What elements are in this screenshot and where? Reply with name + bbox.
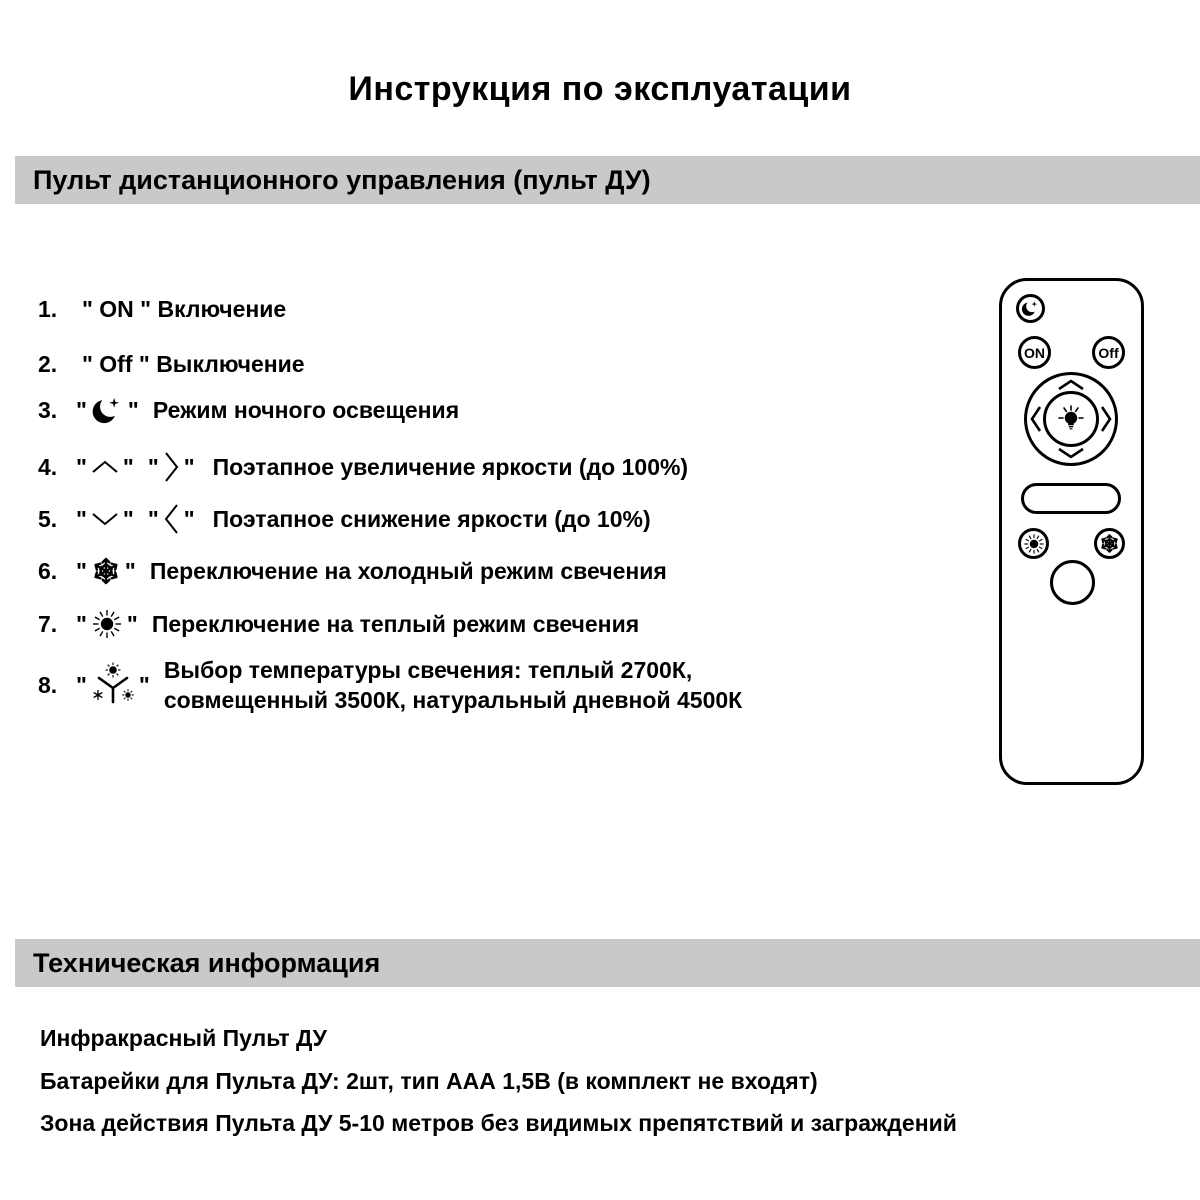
chevron-down-icon <box>91 511 119 527</box>
item-label: " Off " Выключение <box>82 351 305 377</box>
item-label: Переключение на холодный режим свечения <box>149 557 667 584</box>
bottom-plain-button <box>1050 560 1095 605</box>
chevron-up-icon <box>1056 378 1086 392</box>
chevron-left-icon <box>163 502 180 536</box>
warm-mode-button <box>1018 528 1049 559</box>
item-number: 8. <box>38 671 58 698</box>
section-header-tech <box>15 939 1200 987</box>
quote-mark: " <box>76 453 87 480</box>
item-label: Поэтапное снижение яркости (до 10%) <box>212 505 651 532</box>
color-temperature-select-icon <box>91 661 135 709</box>
item-number: 7. <box>38 610 58 637</box>
list-item-warm-mode <box>38 608 639 640</box>
item-label-line1: Выбор температуры свечения: теплый 2700К, <box>163 657 693 683</box>
remote-control-diagram <box>999 278 1144 785</box>
quote-mark: " <box>147 453 159 480</box>
quote-mark: " <box>124 557 136 584</box>
item-number: 2. <box>38 351 58 377</box>
tech-line-batteries: Батарейки для Пульта ДУ: 2шт, тип ААА 1,5В (в комплект не входят) <box>40 1068 818 1094</box>
item-label <box>164 655 742 715</box>
list-item-cold-mode <box>38 556 667 586</box>
quote-mark: " <box>76 397 87 423</box>
off-button <box>1092 336 1125 369</box>
item-label-line2: совмещенный 3500К, натуральный дневной 4500К <box>163 687 743 713</box>
item-label: " ON " Включение <box>82 296 287 322</box>
quote-mark: " <box>122 505 134 532</box>
moon-night-icon <box>91 394 124 427</box>
pill-button <box>1021 483 1121 514</box>
page-title: Инструкция по эксплуатации <box>348 70 852 108</box>
section-header-tech-label: Техническая информация <box>33 947 381 978</box>
quote-mark: " <box>183 453 195 480</box>
off-button-label: Off <box>1098 344 1119 361</box>
item-number: 1. <box>38 296 58 322</box>
on-button <box>1018 336 1051 369</box>
item-label: Переключение на теплый режим свечения <box>151 610 640 637</box>
lightbulb-icon <box>1058 404 1084 434</box>
quote-mark: " <box>147 505 159 532</box>
chevron-down-icon <box>1056 446 1086 460</box>
tech-line-range: Зона действия Пульта ДУ 5-10 метров без видимых препятствий и заграждений <box>40 1110 957 1136</box>
list-item-night-mode <box>38 394 459 427</box>
quote-mark: " <box>126 610 138 637</box>
snowflake-cold-icon <box>91 556 121 586</box>
quote-mark: " <box>138 671 150 698</box>
quote-mark: " <box>76 610 87 637</box>
section-header-remote <box>15 156 1200 204</box>
item-number: 6. <box>38 557 58 584</box>
quote-mark: " <box>127 397 139 423</box>
list-item-on <box>38 296 286 323</box>
chevron-right-icon <box>1099 404 1113 434</box>
item-number: 4. <box>38 453 58 480</box>
moon-night-icon <box>1021 299 1040 318</box>
list-item-off <box>38 351 305 378</box>
item-label: Режим ночного освещения <box>152 397 460 423</box>
night-mode-button <box>1016 294 1045 323</box>
item-number: 3. <box>38 397 58 423</box>
list-item-brightness-down <box>38 502 651 536</box>
item-label: Поэтапное увеличение яркости (до 100%) <box>212 453 689 480</box>
list-item-color-temperature <box>38 655 742 715</box>
list-item-brightness-up <box>38 450 688 484</box>
section-header-remote-label: Пульт дистанционного управления (пульт ДУ) <box>33 164 651 195</box>
quote-mark: " <box>76 557 87 584</box>
quote-mark: " <box>183 505 195 532</box>
dpad-ring <box>1024 372 1118 466</box>
item-number: 5. <box>38 505 58 532</box>
quote-mark: " <box>76 505 87 532</box>
on-button-label: ON <box>1024 344 1045 361</box>
chevron-left-icon <box>1029 404 1043 434</box>
sun-warm-icon <box>91 608 123 640</box>
chevron-right-icon <box>163 450 180 484</box>
cold-mode-button <box>1094 528 1125 559</box>
quote-mark: " <box>122 453 134 480</box>
tech-line-remote-type: Инфракрасный Пульт ДУ <box>40 1025 327 1051</box>
snowflake-cold-icon <box>1099 533 1120 554</box>
sun-warm-icon <box>1023 533 1045 555</box>
dpad-center-button <box>1043 391 1099 447</box>
quote-mark: " <box>76 671 87 698</box>
chevron-up-icon <box>91 459 119 475</box>
